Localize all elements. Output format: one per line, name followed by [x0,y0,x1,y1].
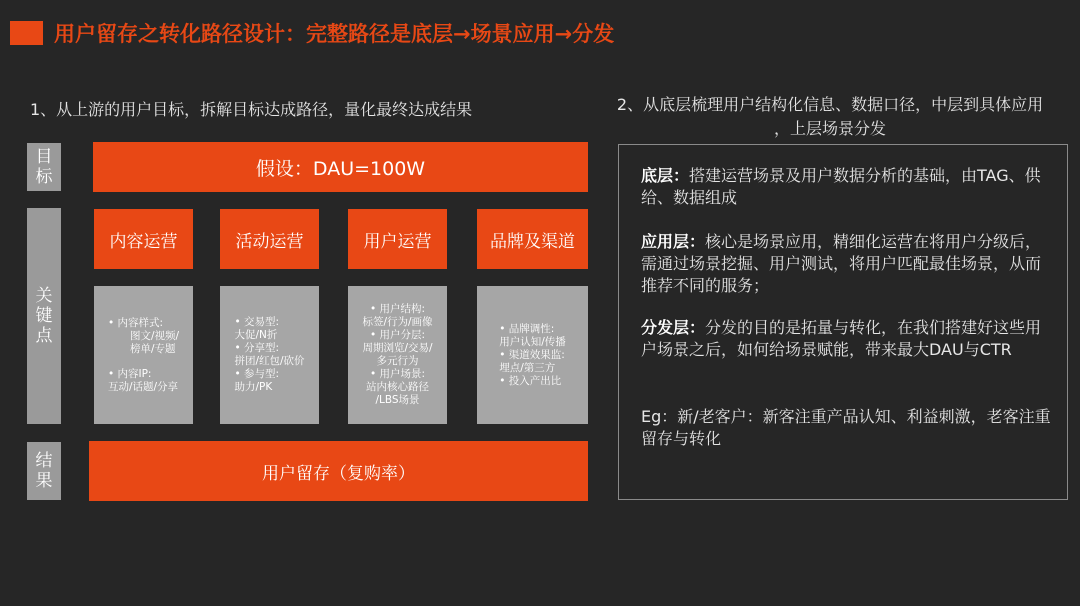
category-content-ops: 内容运营 [94,209,193,269]
dist-layer-paragraph [641,317,1051,361]
title-marker [10,21,43,45]
detail-line: • 交易型: [234,316,304,329]
bottom-layer-paragraph [641,165,1051,209]
assumption-bar: 假设：DAU=100W [93,142,588,192]
detail-line: • 投入产出比 [499,375,566,388]
detail-line: /LBS场景 [375,394,420,406]
detail-line: • 用户场景: [362,368,432,381]
page-title: 用户留存之转化路径设计：完整路径是底层→场景应用→分发 [54,22,615,46]
bottom-layer-text: 搭建运营场景及用户数据分析的基础，由TAG、供给、数据组成 [641,166,1041,207]
detail-line: • 品牌调性: [499,323,566,336]
detail-line: 标签/行为/画像 [362,316,433,328]
detail-line: 多元行为 [376,355,419,367]
detail-line: • 参与型: [234,368,304,381]
detail-user-ops [348,286,447,424]
category-brand-channel: 品牌及渠道 [477,209,588,269]
detail-line: 图文/视频/ [129,329,180,342]
app-layer-text: 核心是场景应用，精细化运营在将用户分级后，需通过场景挖掘、用户测试，将用户匹配最佳场景，从而推荐不同的服务； [641,232,1042,295]
section2-heading: 2、从底层梳理用户结构化信息、数据口径，中层到具体应用 ，上层场景分发 [616,95,1044,138]
detail-brand-channel [477,286,588,424]
detail-spacer [108,356,179,368]
section1-heading: 1、从上游的用户目标，拆解目标达成路径，量化最终达成结果 [30,100,473,119]
category-activity-ops: 活动运营 [220,209,319,269]
result-label: 结果 [27,442,61,500]
detail-line: • 分享型: [234,342,304,355]
detail-line: • 内容IP: [108,368,179,381]
detail-line: 助力/PK [234,381,273,393]
detail-line: 站内核心路径 [365,381,429,393]
detail-content-ops [94,286,193,424]
detail-line: 周期浏览/交易/ [362,342,433,354]
detail-line: 埋点/第三方 [499,361,556,374]
detail-line: • 用户分层: [362,329,432,342]
dist-layer-text: 分发的目的是拓量与转化，在我们搭建好这些用户场景之后，如何给场景赋能，带来最大DAU与CTR [641,318,1042,359]
detail-line: 大促/N折 [234,329,278,341]
detail-activity-ops [220,286,319,424]
key-points-label: 关键点 [27,208,61,424]
goal-label: 目标 [27,143,61,191]
app-layer-label: 应用层： [641,232,706,251]
detail-line: 拼团/红包/砍价 [234,355,305,367]
app-layer-paragraph [641,231,1051,297]
detail-line: 榜单/专题 [129,342,176,355]
detail-line: 互动/话题/分享 [107,380,179,393]
category-user-ops: 用户运营 [348,209,447,269]
detail-line: • 内容样式: [108,317,179,330]
detail-line: • 用户结构: [362,303,432,316]
detail-line: • 渠道效果监: [499,349,566,362]
example-paragraph: Eg：新/老客户：新客注重产品认知、利益刺激，老客注重留存与转化 [641,407,1051,448]
detail-line: 用户认知/传播 [499,335,566,348]
bottom-layer-label: 底层： [641,166,690,185]
result-bar: 用户留存（复购率） [89,441,588,501]
dist-layer-label: 分发层： [641,318,706,337]
